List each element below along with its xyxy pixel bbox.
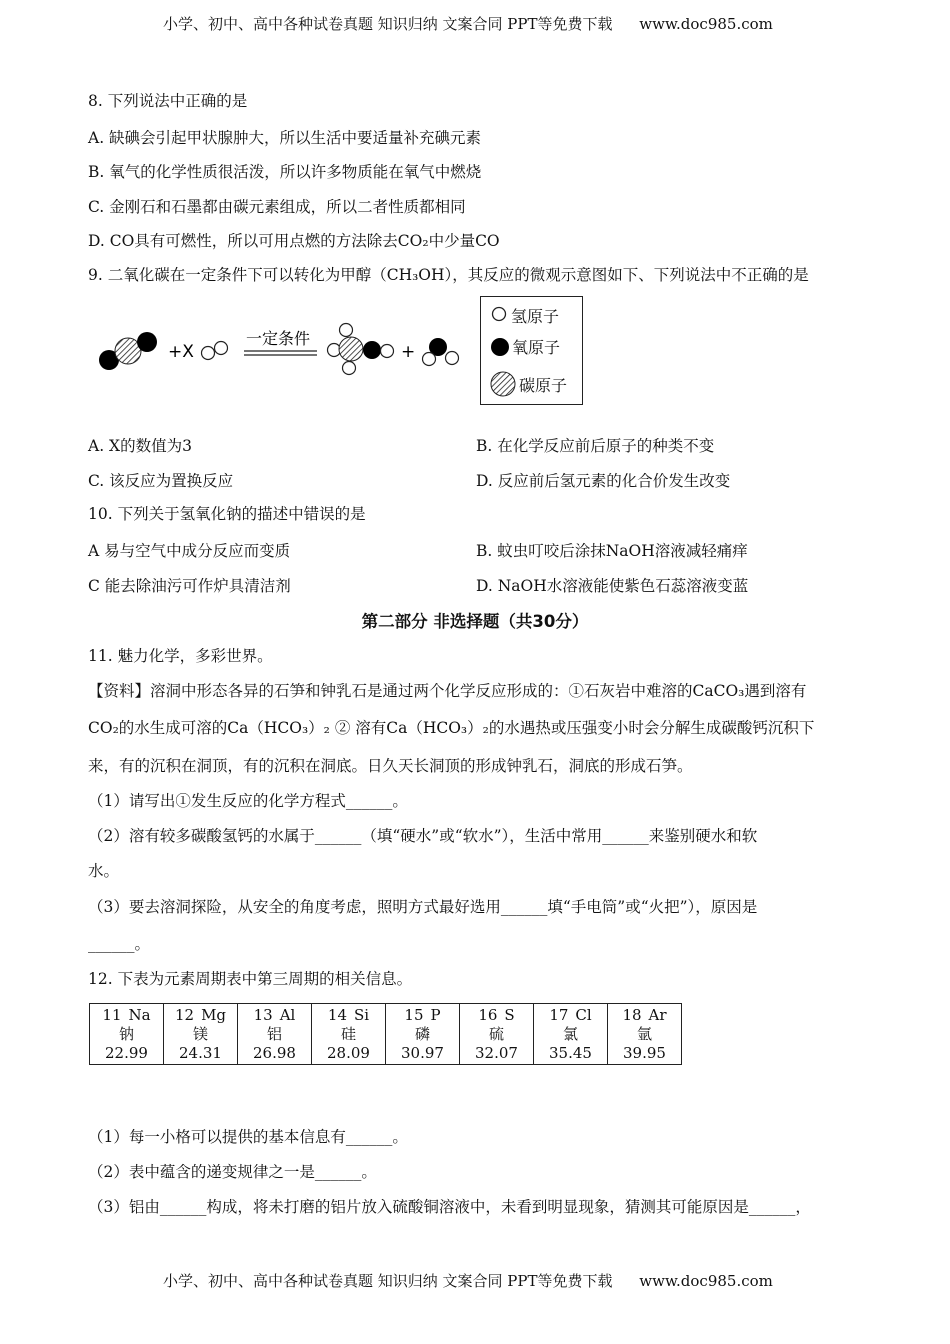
q10-option-b: B. 蚊虫叮咬后涂抹NaOH溶液减轻痛痒	[476, 542, 748, 560]
q11-sub-1: （1）请写出①发生反应的化学方程式______。	[88, 792, 408, 810]
atomic-mass: 32.07	[475, 1043, 518, 1062]
q8-option-a: A. 缺碘会引起甲状腺肿大，所以生活中要适量补充碘元素	[88, 129, 482, 147]
element-symbol: P	[430, 1005, 441, 1024]
element-name: 磷	[414, 1024, 430, 1043]
q11-sub-3-cont: ______。	[88, 935, 151, 953]
element-cell	[534, 1004, 608, 1065]
hydrogen-atom	[446, 352, 459, 365]
q9-stem: 9. 二氧化碳在一定条件下可以转化为甲醇（CH₃OH），其反应的微观示意图如下、下列说法中不正确的是	[88, 266, 809, 284]
q8-option-d: D. CO具有可燃性，所以可用点燃的方法除去CO₂中少量CO	[88, 232, 500, 250]
element-symbol: Mg	[201, 1005, 227, 1024]
element-name: 铝	[266, 1024, 282, 1043]
q12-sub-3: （3）铝由______构成，将未打磨的铝片放入硫酸铜溶液中，未看到明显现象，猜测其可能原因是______，	[88, 1198, 811, 1216]
element-cell	[312, 1004, 386, 1065]
q8-stem: 8. 下列说法中正确的是	[88, 92, 248, 110]
legend-carbon: 碳原子	[519, 376, 568, 395]
footer-url[interactable]: www.doc985.com	[639, 1272, 773, 1290]
page-footer	[163, 1270, 773, 1291]
element-name: 镁	[192, 1024, 208, 1043]
page-header	[163, 13, 773, 34]
element-cell	[238, 1004, 312, 1065]
element-symbol: Si	[354, 1005, 370, 1024]
co2-molecule	[99, 332, 157, 370]
atomic-mass: 28.09	[327, 1043, 370, 1062]
hydrogen-atom	[343, 362, 356, 375]
q10-option-a: A 易与空气中成分反应而变质	[88, 542, 291, 560]
atomic-number: 14	[327, 1005, 347, 1024]
section-heading: 第二部分 非选择题（共30分）	[361, 612, 589, 631]
q8-option-b: B. 氧气的化学性质很活泼，所以许多物质能在氧气中燃烧	[88, 163, 482, 181]
carbon-atom	[339, 337, 363, 361]
hydrogen-atom	[340, 324, 353, 337]
element-name: 硫	[488, 1024, 504, 1043]
element-name: 硅	[340, 1024, 356, 1043]
element-name: 氩	[636, 1024, 652, 1043]
element-cell	[608, 1004, 682, 1065]
hydrogen-atom	[381, 345, 394, 358]
reaction-diagram	[90, 315, 480, 385]
plus-x-label: +X	[168, 342, 194, 362]
h2-molecule	[202, 342, 228, 360]
element-cell	[164, 1004, 238, 1065]
q10-stem: 10. 下列关于氢氧化钠的描述中错误的是	[88, 505, 366, 523]
hydrogen-atom-icon	[491, 306, 507, 322]
atomic-number: 17	[549, 1005, 569, 1024]
footer-text: 小学、初中、高中各种试卷真题 知识归纳 文案合同 PPT等免费下载	[163, 1272, 613, 1290]
q9-option-d: D. 反应前后氢元素的化合价发生改变	[476, 472, 731, 490]
atomic-number: 11	[102, 1005, 122, 1024]
q10-option-c: C 能去除油污可作炉具清洁剂	[88, 577, 291, 595]
methanol-molecule	[328, 324, 394, 375]
element-name: 钠	[118, 1024, 134, 1043]
element-symbol: Cl	[575, 1005, 592, 1024]
element-symbol: S	[504, 1005, 515, 1024]
q8-option-c: C. 金刚石和石墨都由碳元素组成，所以二者性质都相同	[88, 198, 466, 216]
header-text: 小学、初中、高中各种试卷真题 知识归纳 文案合同 PPT等免费下载	[163, 15, 613, 33]
legend-hydrogen: 氢原子	[511, 307, 560, 326]
atomic-mass: 26.98	[253, 1043, 296, 1062]
atomic-mass: 35.45	[549, 1043, 592, 1062]
element-symbol: Ar	[648, 1005, 667, 1024]
q11-stem: 11. 魅力化学，多彩世界。	[88, 647, 273, 665]
element-cell	[460, 1004, 534, 1065]
hydrogen-atom	[423, 353, 436, 366]
q11-material-line: 【资料】溶洞中形态各异的石笋和钟乳石是通过两个化学反应形成的：①石灰岩中难溶的CaCO₃遇到溶有	[88, 682, 807, 700]
plus-label: +	[401, 342, 416, 362]
oxygen-atom-icon	[490, 337, 510, 357]
element-name: 氯	[562, 1024, 578, 1043]
atomic-mass: 30.97	[401, 1043, 444, 1062]
hydrogen-atom	[215, 342, 228, 355]
hydrogen-atom	[202, 347, 215, 360]
atomic-number: 12	[174, 1005, 195, 1024]
oxygen-atom	[363, 341, 381, 359]
q11-material-line: CO₂的水生成可溶的Ca（HCO₃）₂ ② 溶有Ca（HCO₃）₂的水遇热或压强变小时会分解生成碳酸钙沉积下	[88, 719, 815, 737]
atomic-number: 13	[253, 1005, 273, 1024]
atomic-mass: 22.99	[105, 1043, 148, 1062]
q9-option-c: C. 该反应为置换反应	[88, 472, 234, 490]
legend-oxygen: 氧原子	[512, 338, 561, 357]
atom-legend	[480, 296, 583, 405]
oxygen-atom	[137, 332, 157, 352]
q11-sub-2: （2）溶有较多碳酸氢钙的水属于______（填“硬水”或“软水”），生活中常用______来鉴别硬水和软	[88, 827, 758, 845]
element-cell	[90, 1004, 164, 1065]
carbon-atom-icon	[490, 371, 516, 397]
atomic-mass: 39.95	[623, 1043, 666, 1062]
q9-option-b: B. 在化学反应前后原子的种类不变	[476, 437, 715, 455]
h2o-molecule	[423, 338, 459, 366]
atomic-number: 15	[404, 1005, 424, 1024]
q11-sub-2-cont: 水。	[88, 862, 120, 880]
q12-sub-1: （1）每一小格可以提供的基本信息有______。	[88, 1128, 408, 1146]
atomic-number: 18	[622, 1005, 642, 1024]
element-cell	[386, 1004, 460, 1065]
q10-option-d: D. NaOH水溶液能使紫色石蕊溶液变蓝	[476, 577, 749, 595]
header-url[interactable]: www.doc985.com	[639, 15, 773, 33]
q11-material-line: 来，有的沉积在洞顶，有的沉积在洞底。日久天长洞顶的形成钟乳石，洞底的形成石笋。	[88, 757, 693, 775]
condition-label: 一定条件	[246, 329, 311, 348]
atomic-mass: 24.31	[179, 1043, 222, 1062]
element-symbol: Na	[128, 1005, 151, 1024]
periodic-table-row	[89, 1003, 682, 1065]
q12-stem: 12. 下表为元素周期表中第三周期的相关信息。	[88, 970, 413, 988]
q9-option-a: A. X的数值为3	[88, 437, 192, 455]
q12-sub-2: （2）表中蕴含的递变规律之一是______。	[88, 1163, 377, 1181]
element-symbol: Al	[279, 1005, 296, 1024]
atomic-number: 16	[478, 1005, 498, 1024]
q11-sub-3: （3）要去溶洞探险，从安全的角度考虑，照明方式最好选用______填“手电筒”或“火把”），原因是	[88, 898, 758, 916]
